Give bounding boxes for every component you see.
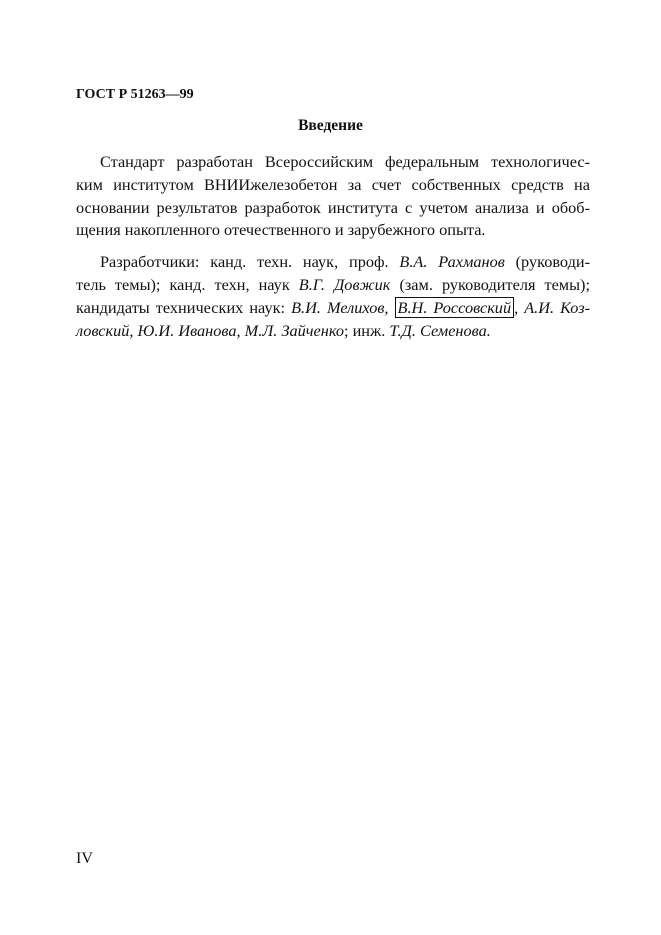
text: (зам. руководителя темы);	[390, 275, 590, 294]
author-names: ловский, Ю.И. Иванова, М.Л. Зайченко	[76, 321, 344, 340]
text-line: ким институтом ВНИИжелезобетон за счет собственных средств на	[76, 175, 590, 194]
text: ; инж.	[344, 321, 390, 340]
text-line	[76, 275, 590, 295]
text-line: Стандарт разработан Всероссийским федеральным технологичес-	[100, 152, 590, 171]
boxed-author-name: В.Н. Россовский	[395, 297, 515, 318]
text: кандидаты технических наук:	[76, 298, 292, 317]
author-name: В.И. Мелихов,	[291, 298, 395, 317]
text-line	[76, 321, 590, 341]
section-title: Введение	[298, 117, 363, 134]
text-line	[100, 252, 590, 272]
text: (руководи-	[504, 252, 590, 271]
page-number: IV	[76, 850, 93, 867]
text-line: основании результатов разработок института с учетом анализа и обоб-	[76, 198, 590, 217]
author-name: В.А. Рахманов	[399, 252, 505, 271]
text-line	[76, 298, 590, 318]
text: Разработчики: канд. техн. наук, проф.	[100, 252, 400, 271]
author-name: В.Г. Довжик	[298, 275, 391, 294]
author-name: Т.Д. Семенова.	[389, 321, 491, 340]
text-line: щения накопленного отечественного и зарубежного опыта.	[76, 220, 486, 239]
author-name: , А.И. Коз-	[514, 298, 590, 317]
text: тель темы); канд. техн, наук	[76, 275, 299, 294]
document-header: ГОСТ Р 51263—99	[76, 87, 194, 102]
